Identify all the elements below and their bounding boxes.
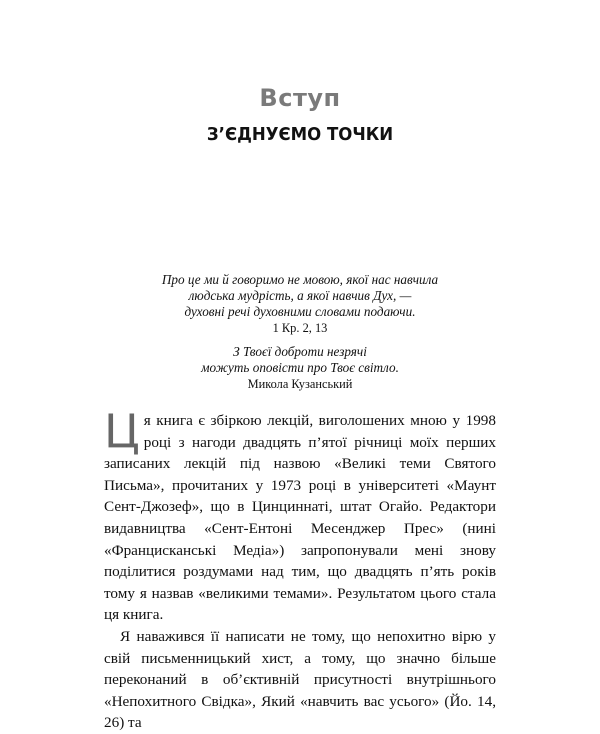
chapter-label: Вступ xyxy=(259,84,341,112)
paragraph: Я наважився її написати не тому, що непохитно вірю у свій письменницький хист, а тому, що значно більше переконаний в об’єктивній присутності внутрішнього «Непохитного Свідка», Який «навчить вас усього» (Йо. 14, 26) та xyxy=(104,627,496,732)
epigraph-line: Про це ми й говоримо не мовою, якої нас навчила xyxy=(161,272,439,287)
epigraph-line: можуть оповісти про Твоє світло. xyxy=(201,360,399,375)
paragraph-text: я книга є збіркою лекцій, виголошених мною у 1998 році з нагоди двадцять п’ятої річниці моїх перших записаних лекцій під назвою «Великі теми Святого Письма», прочитаних у 1973 році в університеті «Маунт Сент-Джозеф», що в Цинциннаті, штат Огайо. Редактори видавництва «Сент-Ентоні Месенджер Прес» (нині «Францисканські Медіа») запропонували мені знову поділитися роздумами над тим, що двадцять п’ять років тому я назвав «великими темами». Результатом цього стала ця книга. xyxy=(104,412,496,624)
body-text xyxy=(104,404,496,734)
epigraph-source: 1 Кр. 2, 13 xyxy=(272,321,328,335)
epigraph-line: людська мудрість, а якої навчив Дух, — xyxy=(188,288,412,303)
chapter-title: З’ЄДНУЄМО ТОЧКИ xyxy=(206,124,394,145)
paragraph xyxy=(104,404,496,626)
drop-cap: Ц xyxy=(104,404,140,458)
epigraph-block xyxy=(150,272,450,392)
epigraph-source: Микола Кузанський xyxy=(247,377,353,391)
epigraph-line: З Твоєї доброти незрячі xyxy=(233,344,367,359)
epigraph-line: духовні речі духовними словами подаючи. xyxy=(184,304,416,319)
